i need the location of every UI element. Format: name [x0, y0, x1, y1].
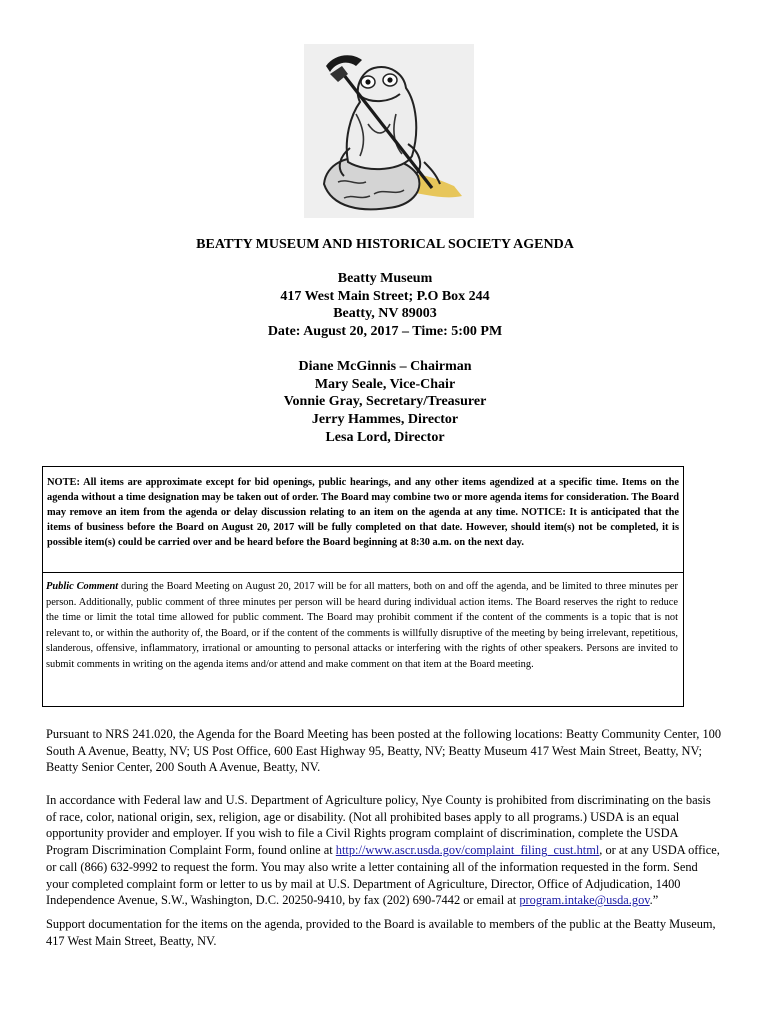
posting-locations-paragraph: Pursuant to NRS 241.020, the Agenda for the Board Meeting has been posted at the following locations: Beatty Community Center, 100 South A Avenue, Beatty, NV; US Post Office, 600 East Highway 95, Beatty, NV; Beatty Museum 417 West Main Street, Beatty, NV; Beatty Senior Center, 200 South A Avenue, Beatty, NV. [46, 727, 722, 775]
complaint-form-link[interactable]: http://www.ascr.usda.gov/complaint_filing_cust.html [335, 843, 600, 858]
nondiscrimination-text-end: .” [649, 893, 659, 908]
public-comment-label: Public Comment [46, 581, 119, 592]
nondiscrimination-text: In accordance with Federal law and U.S. Department of Agriculture policy, Nye County is prohibited from discriminating on the basis of race, color, national origin, sex, religion, age or disability. (Not all prohibited bases apply to all programs.) USDA is an equal opportunity provider and employer. If you wish to file a Civil Rights program complaint of discrimination, complete the USDA Program Discrimination Complaint Form, found online at [46, 793, 711, 858]
meeting-date-time: Date: August 20, 2017 – Time: 5:00 PM [267, 324, 503, 340]
nondiscrimination-paragraph [46, 792, 722, 909]
frog-miner-logo-icon [304, 44, 474, 218]
board-member: Diane McGinnis – Chairman [298, 359, 472, 374]
venue-street: 417 West Main Street; P.O Box 244 [280, 288, 490, 304]
public-comment-text: during the Board Meeting on August 20, 2017 will be for all matters, both on and off the agenda, and be limited to three minutes per person. Additionally, public comment of three minutes per person will be heard during individual action items. The Board reserves the right to reduce the time or limit the total time allowed for public comment. The Board may prohibit comment if the content of the comments is a topic that is not relevant to, or within the authority of, the Board, or if the content of the comments is willfully disruptive of the meeting by being irrelevant, repetitious, slanderous, offensive, inflammatory, irrational or amounting to personal attacks or interfering with the rights of other speakers. Persons are invited to submit comments in writing on the agenda items and/or attend and make comment on that item at the Board meeting. [46, 581, 679, 670]
agenda-title: BEATTY MUSEUM AND HISTORICAL SOCIETY AGENDA [196, 237, 574, 252]
board-member: Jerry Hammes, Director [311, 412, 459, 428]
venue-name: Beatty Museum [337, 271, 433, 286]
support-documentation-paragraph: Support documentation for the items on the agenda, provided to the Board is available to members of the public at the Beatty Museum, 417 West Main Street, Beatty, NV. [46, 917, 716, 948]
program-intake-email-link[interactable]: program.intake@usda.gov [519, 893, 650, 908]
notice-box [42, 466, 684, 707]
public-comment-section [46, 579, 678, 673]
board-members [0, 358, 770, 446]
notice-divider [43, 572, 683, 573]
agenda-note: NOTE: All items are approximate except for bid openings, public hearings, and any other items agendized at a specific time. Items on the agenda without a time designation may be taken out of order. The Board may combine two or more agenda items for consideration. The Board may remove an item from the agenda or delay discussion relating to an item on the agenda at any time. NOTICE: It is anticipated that the items of business before the Board on August 20, 2017 will be fully completed on that date. However, should item(s) not be completed, it is possible item(s) could be carried over and be heard before the Board beginning at 8:30 a.m. on the next day. [47, 477, 679, 549]
board-member: Vonnie Gray, Secretary/Treasurer [283, 394, 487, 410]
meeting-info [0, 270, 770, 341]
nondiscrimination-text-continued: , or at any USDA office, or call (866) 632-9992 to request the form. You may also write a letter containing all of the information requested in the form. Send your completed complaint form or letter to us by mail at U.S. Department of Agriculture, Director, Office of Adjudication, 1400 Independence Avenue, S.W., Washington, D.C. 20250-9410, by fax (202) 690-7442 or email at [46, 843, 720, 908]
board-member: Mary Seale, Vice-Chair [314, 376, 456, 392]
board-member: Lesa Lord, Director [325, 429, 445, 445]
venue-city: Beatty, NV 89003 [333, 306, 437, 322]
